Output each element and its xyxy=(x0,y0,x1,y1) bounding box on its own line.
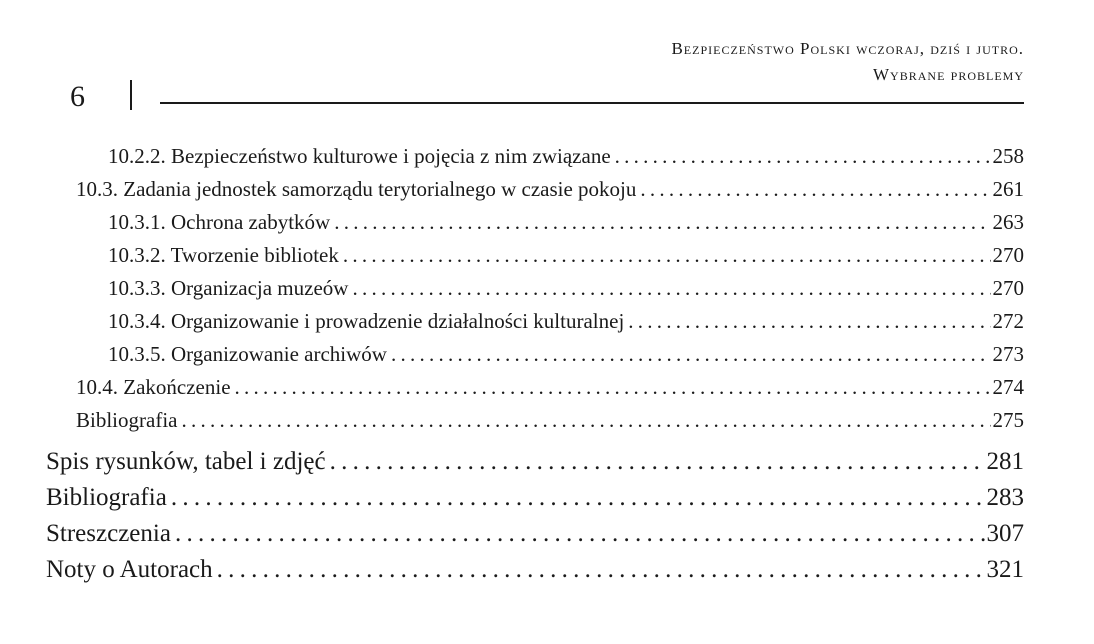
toc-entry-page: 275 xyxy=(992,408,1024,432)
toc-entry-bibliografia[interactable] xyxy=(46,480,1024,516)
toc-entry-10-3-4[interactable] xyxy=(108,305,1024,337)
running-header-line-1: Bezpieczeństwo Polski wczoraj, dziś i jutro. xyxy=(671,39,1024,58)
toc-entry-label: 10.3.4. Organizowanie i prowadzenie działalności kulturalnej xyxy=(108,309,625,333)
toc-entry-label: 10.4. Zakończenie xyxy=(76,375,231,399)
toc-leader-dots xyxy=(181,404,990,436)
toc-leader-dots xyxy=(235,371,991,403)
toc-entry-label: Bibliografia xyxy=(76,408,178,432)
toc-leader-dots xyxy=(391,338,991,370)
toc-leader-dots xyxy=(171,480,985,516)
toc-entry-label: Streszczenia xyxy=(46,520,171,547)
toc-leader-dots xyxy=(615,140,991,172)
toc-entry-page: 263 xyxy=(992,210,1024,234)
toc-entry-10-3[interactable] xyxy=(76,173,1024,205)
toc-leader-dots xyxy=(352,272,990,304)
toc-leader-dots xyxy=(330,444,985,480)
toc-entry-page: 272 xyxy=(992,309,1024,333)
toc-entry-page: 273 xyxy=(992,342,1024,366)
toc-entry-page: 270 xyxy=(992,276,1024,300)
toc-entry-label: 10.3.5. Organizowanie archiwów xyxy=(108,342,387,366)
toc-entry-noty-o-autorach[interactable] xyxy=(46,552,1024,588)
toc-entry-page: 307 xyxy=(986,520,1024,547)
toc-entry-10-2-2[interactable] xyxy=(108,140,1024,172)
toc-entry-10-3-5[interactable] xyxy=(108,338,1024,370)
toc-entry-page: 270 xyxy=(992,243,1024,267)
toc-entry-page: 261 xyxy=(992,177,1024,201)
toc-entry-label: 10.3.1. Ochrona zabytków xyxy=(108,210,331,234)
page-number-divider xyxy=(130,80,132,110)
header-rule xyxy=(160,102,1024,104)
page-number: 6 xyxy=(70,80,85,113)
toc-entry-label: 10.3.3. Organizacja muzeów xyxy=(108,276,349,300)
toc-entry-spis-rysunkow[interactable] xyxy=(46,444,1024,480)
toc-leader-dots xyxy=(640,173,990,205)
toc-entry-page: 281 xyxy=(986,448,1024,475)
toc-entry-streszczenia[interactable] xyxy=(46,516,1024,552)
toc-leader-dots xyxy=(628,305,990,337)
toc-entry-label: Bibliografia xyxy=(46,484,167,511)
toc-leader-dots xyxy=(343,239,991,271)
toc-leader-dots xyxy=(175,516,985,552)
toc-entry-page: 258 xyxy=(992,144,1024,168)
running-header xyxy=(671,36,1024,88)
toc-entry-page: 283 xyxy=(986,484,1024,511)
toc-entry-bibliografia-chapter[interactable] xyxy=(76,404,1024,436)
toc-leader-dots xyxy=(334,206,990,238)
toc-entry-10-3-2[interactable] xyxy=(108,239,1024,271)
toc-entry-page: 274 xyxy=(992,375,1024,399)
toc-entry-label: 10.2.2. Bezpieczeństwo kulturowe i pojęcia z nim związane xyxy=(108,144,611,168)
toc-entry-10-3-1[interactable] xyxy=(108,206,1024,238)
toc-entry-10-3-3[interactable] xyxy=(108,272,1024,304)
toc-entry-label: Noty o Autorach xyxy=(46,556,213,583)
toc-entry-10-4[interactable] xyxy=(76,371,1024,403)
toc-entry-label: 10.3.2. Tworzenie bibliotek xyxy=(108,243,339,267)
toc-entry-page: 321 xyxy=(986,556,1024,583)
running-header-line-2: Wybrane problemy xyxy=(873,65,1024,84)
toc-entry-label: 10.3. Zadania jednostek samorządu terytorialnego w czasie pokoju xyxy=(76,177,637,201)
toc-leader-dots xyxy=(217,552,985,588)
toc-entry-label: Spis rysunków, tabel i zdjęć xyxy=(46,448,326,475)
